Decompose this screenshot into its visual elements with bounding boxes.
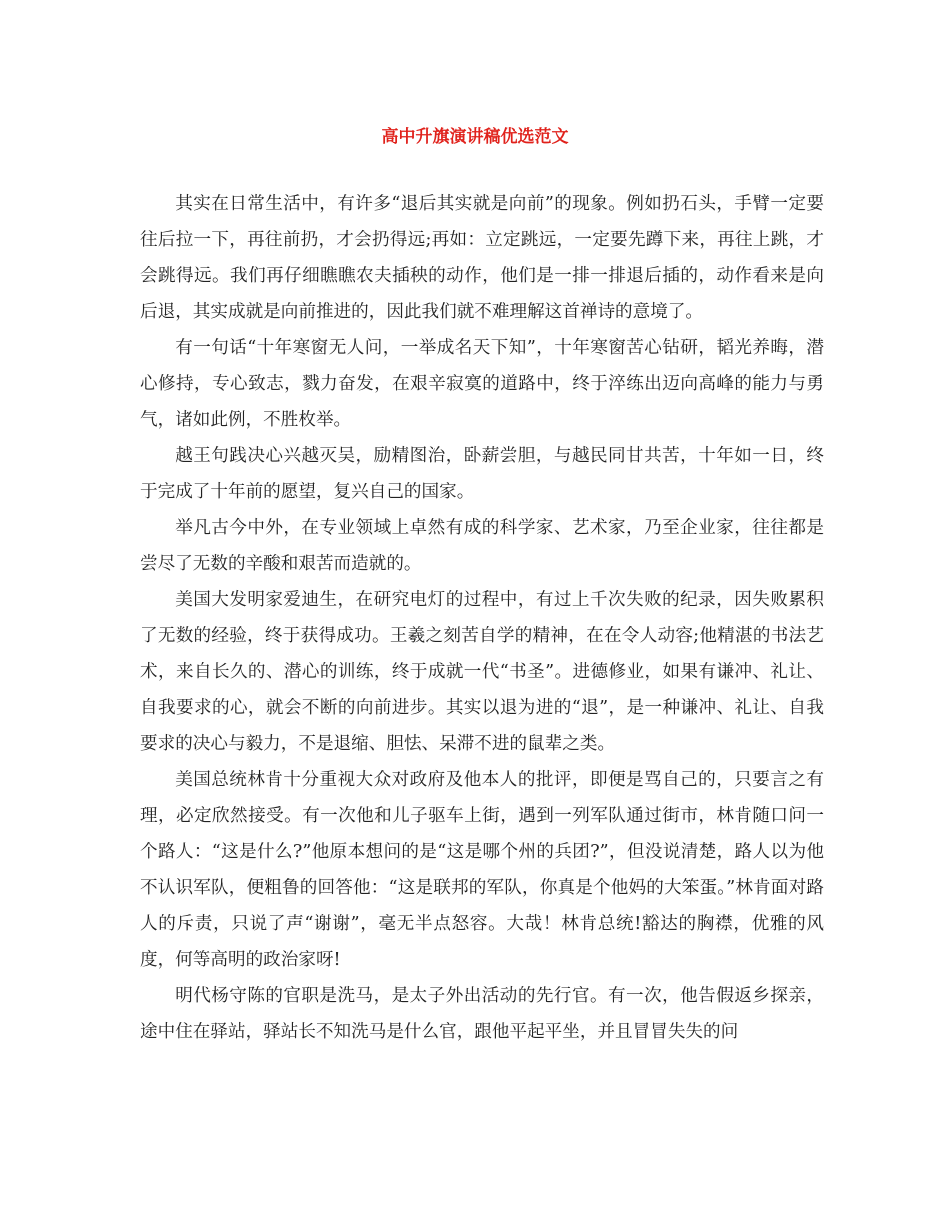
paragraph: 美国大发明家爱迪生，在研究电灯的过程中，有过上千次失败的纪录，因失败累积了无数的经验，终于获得成功。王羲之刻苦自学的精神，在在令人动容;他精湛的书法艺术，来自长久的、潜心的训练，终于成就一代“书圣”。进德修业，如果有谦冲、礼让、自我要求的心，就会不断的向前进步。其实以退为进的“退”，是一种谦冲、礼让、自我要求的决心与毅力，不是退缩、胆怯、呆滞不进的鼠辈之类。 — [140, 590, 824, 754]
paragraph: 有一句话“十年寒窗无人问，一举成名天下知”，十年寒窗苦心钻研，韬光养晦，潜心修持，专心致志，戮力奋发，在艰辛寂寞的道路中，终于淬练出迈向高峰的能力与勇气，诸如此例，不胜枚举。 — [140, 338, 824, 430]
paragraph: 明代杨守陈的官职是洗马，是太子外出活动的先行官。有一次，他告假返乡探亲，途中住在驿站，驿站长不知洗马是什么官，跟他平起平坐，并且冒冒失失的问 — [140, 986, 824, 1042]
paragraph: 其实在日常生活中，有许多“退后其实就是向前”的现象。例如扔石头，手臂一定要往后拉一下，再往前扔，才会扔得远;再如：立定跳远，一定要先蹲下来，再往上跳，才会跳得远。我们再仔细瞧瞧农夫插秧的动作，他们是一排一排退后插的，动作看来是向后退，其实成就是向前推进的，因此我们就不难理解这首禅诗的意境了。 — [140, 194, 824, 322]
document-body — [140, 186, 824, 1050]
paragraph: 举凡古今中外，在专业领域上卓然有成的科学家、艺术家，乃至企业家，往往都是尝尽了无数的辛酸和艰苦而造就的。 — [140, 518, 824, 574]
paragraph: 美国总统林肯十分重视大众对政府及他本人的批评，即便是骂自己的，只要言之有理，必定欣然接受。有一次他和儿子驱车上街，遇到一列军队通过街市，林肯随口问一个路人：“这是什么?”他原本想问的是“这是哪个州的兵团?”，但没说清楚，路人以为他不认识军队，便粗鲁的回答他：“这是联邦的军队，你真是个他妈的大笨蛋。”林肯面对路人的斥责，只说了声“谢谢”，毫无半点怒容。大哉！林肯总统!豁达的胸襟，优雅的风度，何等高明的政治家呀! — [140, 770, 824, 970]
paragraph: 越王句践决心兴越灭吴，励精图治，卧薪尝胆，与越民同甘共苦，十年如一日，终于完成了十年前的愿望，复兴自己的国家。 — [140, 446, 824, 502]
document-title: 高中升旗演讲稿优选范文 — [381, 127, 569, 147]
